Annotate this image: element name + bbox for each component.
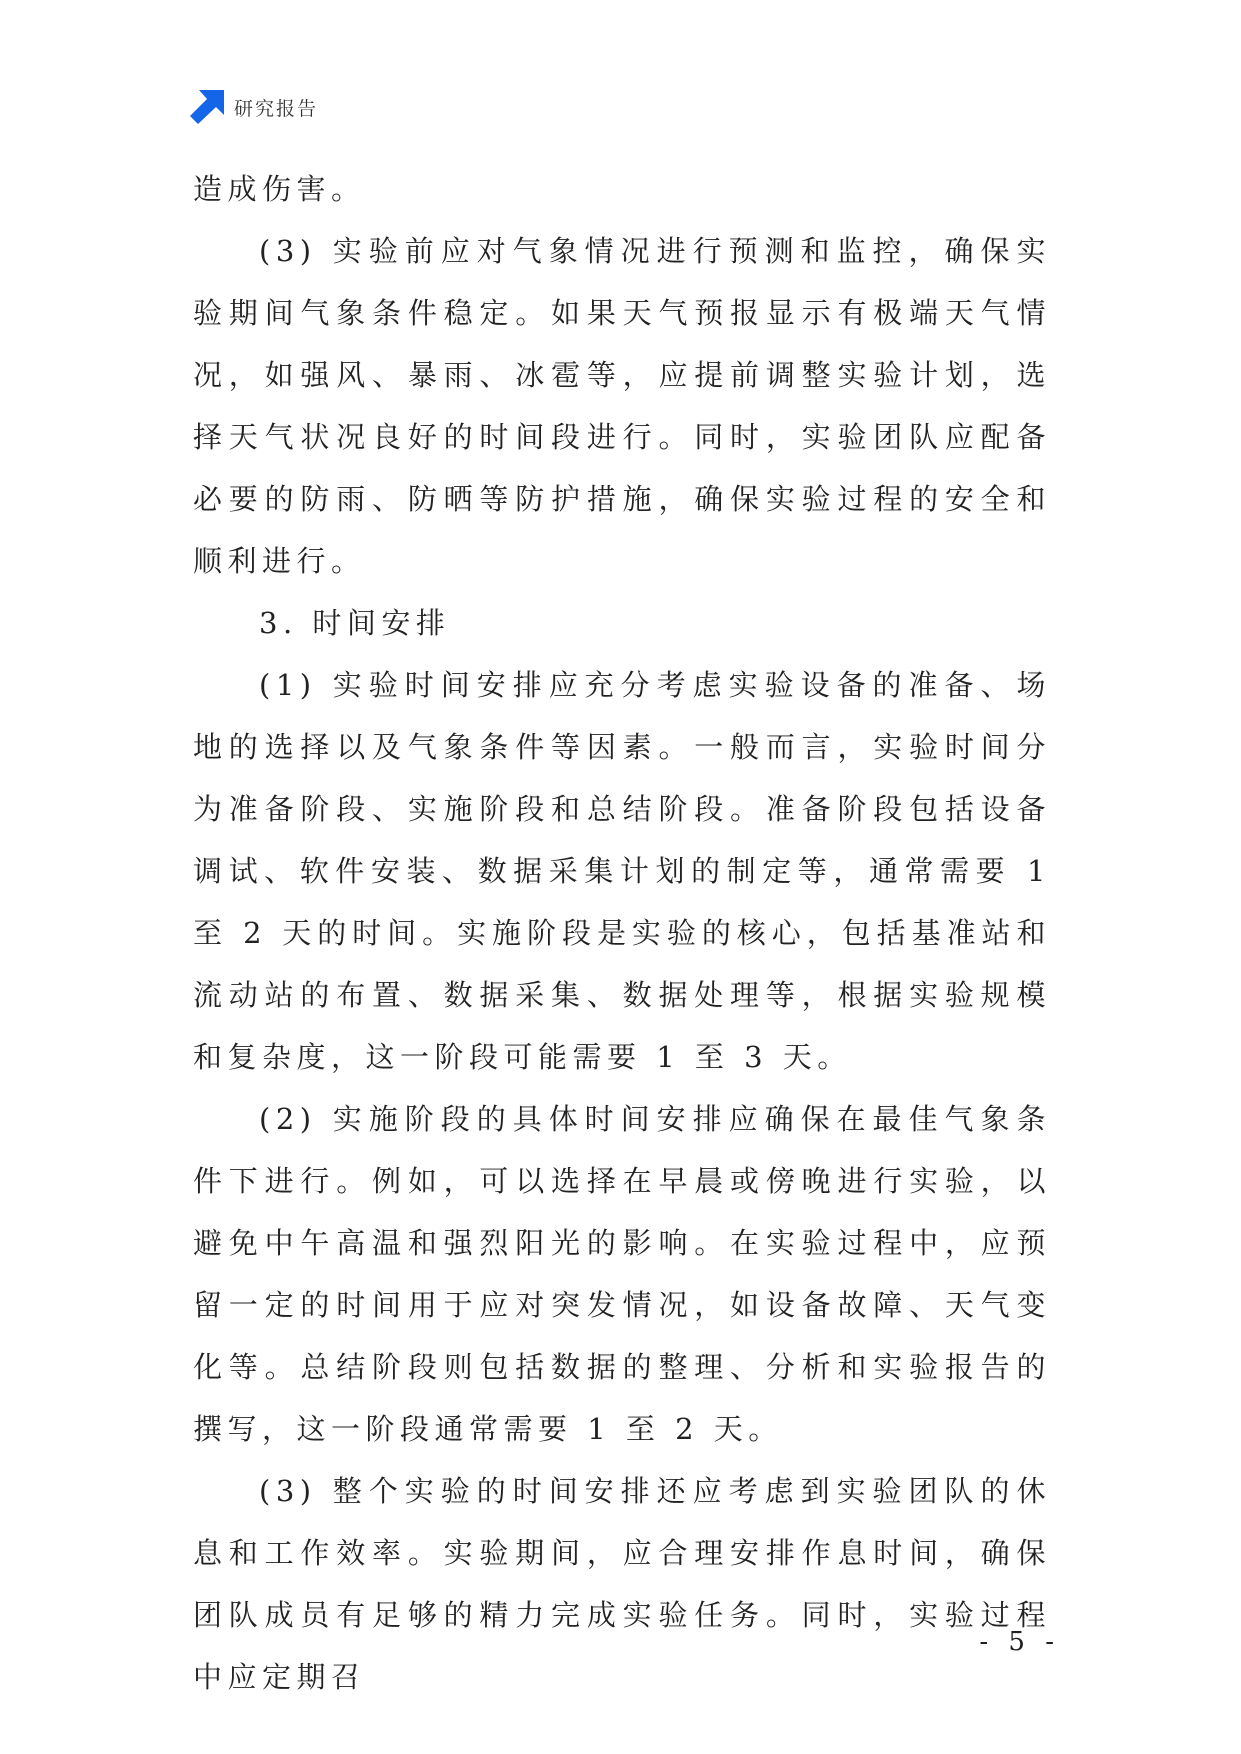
page-number: - 5 - bbox=[979, 1627, 1060, 1657]
page-header bbox=[190, 90, 318, 124]
paragraph-time-arrangement-1: (1) 实验时间安排应充分考虑实验设备的准备、场地的选择以及气象条件等因素。一般而言，实验时间分为准备阶段、实施阶段和总结阶段。准备阶段包括设备调试、软件安装、数据采集计划的制定等，通常需要 1 至 2 天的时间。实施阶段是实验的核心，包括基准站和流动站的布置、数据采集、数据处理等，根据实验规模和复杂度，这一阶段可能需要 1 至 3 天。 bbox=[193, 668, 1051, 1074]
paragraph-weather-monitoring: (3) 实验前应对气象情况进行预测和监控，确保实验期间气象条件稳定。如果天气预报显示有极端天气情况，如强风、暴雨、冰雹等，应提前调整实验计划，选择天气状况良好的时间段进行。同时，实验团队应配备必要的防雨、防晒等防护措施，确保实验过程的安全和顺利进行。 bbox=[193, 234, 1051, 578]
document-body bbox=[193, 158, 1051, 1708]
paragraph-time-arrangement-3: (3) 整个实验的时间安排还应考虑到实验团队的休息和工作效率。实验期间，应合理安排作息时间，确保团队成员有足够的精力完成实验任务。同时，实验过程中应定期召 bbox=[193, 1474, 1051, 1694]
arrow-up-right-icon bbox=[190, 90, 224, 124]
paragraph-time-arrangement-2: (2) 实施阶段的具体时间安排应确保在最佳气象条件下进行。例如，可以选择在早晨或傍晚进行实验，以避免中午高温和强烈阳光的影响。在实验过程中，应预留一定的时间用于应对突发情况，如设备故障、天气变化等。总结阶段则包括数据的整理、分析和实验报告的撰写，这一阶段通常需要 1 至 2 天。 bbox=[193, 1102, 1051, 1446]
section-heading-time-schedule: 3. 时间安排 bbox=[259, 606, 451, 640]
header-title: 研究报告 bbox=[234, 97, 319, 120]
paragraph-continuation: 造成伤害。 bbox=[193, 172, 366, 206]
